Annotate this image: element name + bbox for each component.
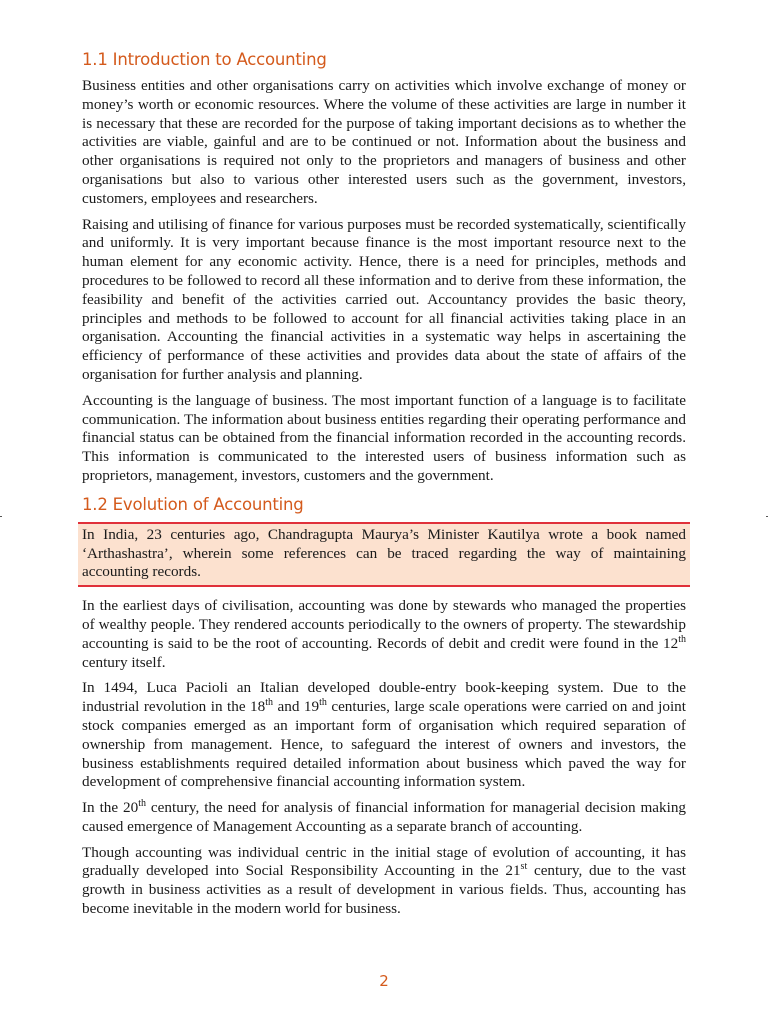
evolution-paragraph-3: In the 20th century, the need for analysis of financial information for managerial decision making caused emergence of Management Accounting as a separate branch of accounting.	[82, 798, 687, 835]
highlight-box-arthashastra	[78, 522, 690, 587]
evolution-paragraph-1: In the earliest days of civilisation, accounting was done by stewards who managed the properties of wealthy people. They rendered accounts periodically to the owners of property. The stewardship accounting is said to be the root of accounting. Records of debit and credit were found in the 12th century itself.	[82, 597, 686, 671]
left-edge-mark	[0, 516, 2, 517]
section-heading-evolution: 1.2 Evolution of Accounting	[82, 494, 304, 514]
intro-paragraph-1: Business entities and other organisations carry on activities which involve exchange of money or money’s worth or economic resources. Where the volume of these activities are large in number it is necessary that these are recorded for the purpose of taking important decisions as to whether the activities are viable, gainful and are to be continued or not. Information about the business and other organisations is required not only to the proprietors and managers of business and other organisations but also to various other interested users such as the government, investors, customers, employees and researchers.	[82, 77, 686, 207]
highlight-box-text: In India, 23 centuries ago, Chandragupta Maurya’s Minister Kautilya wrote a book named ‘Arthashastra’, wherein some references can be traced regarding the way of maintaining accounting records.	[82, 525, 686, 581]
intro-paragraph-3: Accounting is the language of business. The most important function of a language is to facilitate communication. The information about business entities regarding their operating performance and financial status can be obtained from the financial information recorded in the accounting records. This information is communicated to the interested users of business information such as proprietors, management, investors, customers and the government.	[82, 391, 686, 484]
page-content	[82, 48, 686, 926]
section-heading-introduction: 1.1 Introduction to Accounting	[82, 50, 327, 69]
intro-paragraph-2: Raising and utilising of finance for various purposes must be recorded systematically, scientifically and uniformly. It is very important because finance is the most important resource next to the human element for any economic activity. Hence, there is a need for principles, methods and procedures to be followed to record all these information and to derive from these information, the feasibility and benefit of the activities carried out. Accountancy provides the basic theory, principles and methods to be followed to account for all financial activities taking place in an organisation. Accounting the financial activities in a systematic way helps in ascertaining the efficiency of performance of these activities and provides data about the state of affairs of the organisation for further analysis and planning.	[82, 215, 686, 383]
page-number: 2	[379, 972, 389, 990]
evolution-paragraph-2: In 1494, Luca Pacioli an Italian developed double-entry book-keeping system. Due to the industrial revolution in the 18th and 19th centuries, large scale operations were carried on and joint stock companies emerged as an important form of organisation which required separation of ownership from management. Hence, to safeguard the interest of owners and investors, the business establishments required detailed information about business which paved the way for development of comprehensive financial accounting information system.	[82, 679, 686, 791]
evolution-paragraph-4: Though accounting was individual centric in the initial stage of evolution of accounting, it has gradually developed into Social Responsibility Accounting in the 21st century, due to the vast growth in business activities as a result of development in various fields. Thus, accounting has become inevitable in the modern world for business.	[82, 843, 686, 918]
